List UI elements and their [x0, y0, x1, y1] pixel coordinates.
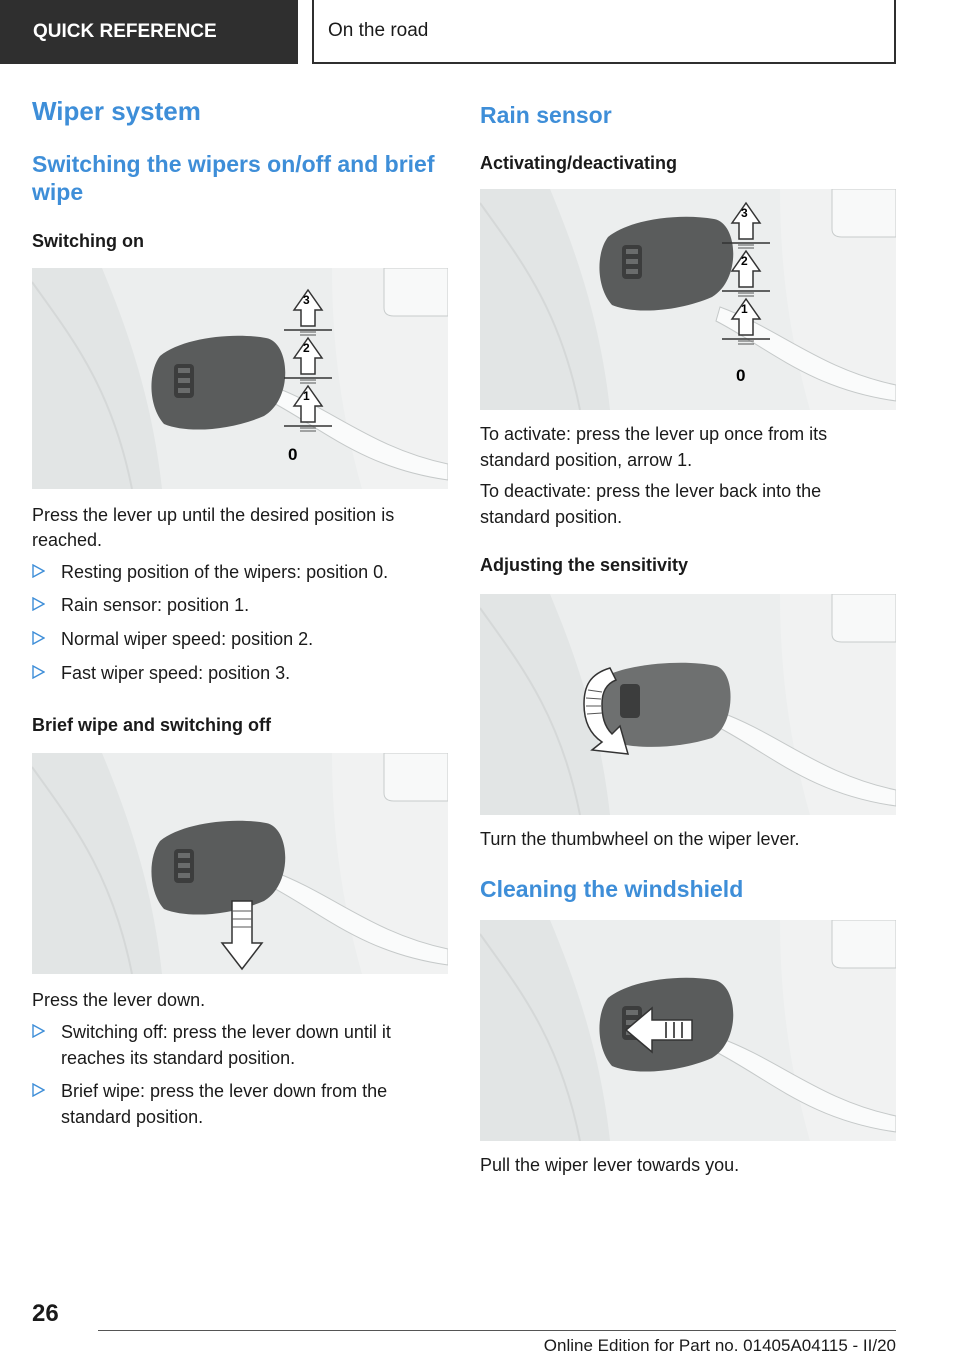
triangle-bullet-icon: [32, 665, 45, 679]
brief-wipe-illustration: [32, 753, 448, 974]
cleaning-text: Pull the wiper lever towards you.: [480, 1154, 740, 1175]
brief-wipe-heading: Brief wipe and switching off: [32, 715, 272, 736]
list-item: Switching off: press the lever down until it reaches its standard position.: [32, 1020, 448, 1071]
footer-edition: Online Edition for Part no. 01405A04115 - II/20: [543, 1336, 896, 1355]
sensitivity-text: Turn the thumbwheel on the wiper lever.: [480, 828, 800, 849]
rain-sensor-activate-illustration: [480, 189, 896, 410]
deactivate-text: To deactivate: press the lever back into the standard position.: [480, 481, 822, 527]
page-number: 26: [32, 1300, 59, 1327]
list-item: Rain sensor: position 1.: [32, 593, 448, 619]
header-tab: [0, 0, 298, 64]
wiper-system-title: Wiper system: [32, 96, 201, 126]
cleaning-illustration: [480, 920, 896, 1141]
header-section-label: On the road: [328, 20, 429, 41]
header-section: [312, 0, 896, 64]
position-2-label: 2: [303, 340, 310, 355]
list-item: Resting position of the wipers: position 0.: [32, 560, 448, 586]
switching-wipers-subtitle: Switching the wipers on/off and brief wipe: [32, 151, 435, 205]
position-3-label: 3: [741, 205, 748, 220]
left-column: [32, 96, 448, 1130]
footer-divider: [98, 1330, 896, 1331]
list-item: Normal wiper speed: position 2.: [32, 627, 448, 653]
list-item: Fast wiper speed: position 3.: [32, 661, 448, 687]
switching-on-list: [32, 560, 448, 686]
position-0-label: 0: [736, 365, 746, 385]
position-1-label: 1: [303, 388, 310, 403]
rain-sensor-title: Rain sensor: [480, 102, 612, 128]
triangle-bullet-icon: [32, 1083, 45, 1097]
switching-on-heading: Switching on: [32, 231, 144, 252]
position-2-label: 2: [741, 253, 748, 268]
activate-text: To activate: press the lever up once from its standard position, arrow 1.: [480, 423, 828, 470]
switching-on-text: Press the lever up until the desired position is reached.: [32, 504, 395, 551]
triangle-bullet-icon: [32, 597, 45, 611]
sensitivity-heading: Adjusting the sensitivity: [480, 555, 689, 576]
triangle-bullet-icon: [32, 631, 45, 645]
triangle-bullet-icon: [32, 1024, 45, 1038]
list-item: Brief wipe: press the lever down from the standard position.: [32, 1079, 448, 1130]
switching-on-illustration: [32, 268, 448, 489]
activating-heading: Activating/deactivating: [480, 152, 678, 173]
triangle-bullet-icon: [32, 564, 45, 578]
brief-wipe-list: [32, 1020, 448, 1130]
cleaning-windshield-title: Cleaning the windshield: [480, 876, 744, 903]
header-tab-label: QUICK REFERENCE: [33, 21, 217, 42]
right-column: [480, 96, 896, 1178]
sensitivity-illustration: [480, 594, 896, 815]
position-3-label: 3: [303, 292, 310, 307]
brief-wipe-text: Press the lever down.: [32, 990, 206, 1011]
position-1-label: 1: [741, 301, 748, 316]
position-0-label: 0: [288, 444, 298, 464]
